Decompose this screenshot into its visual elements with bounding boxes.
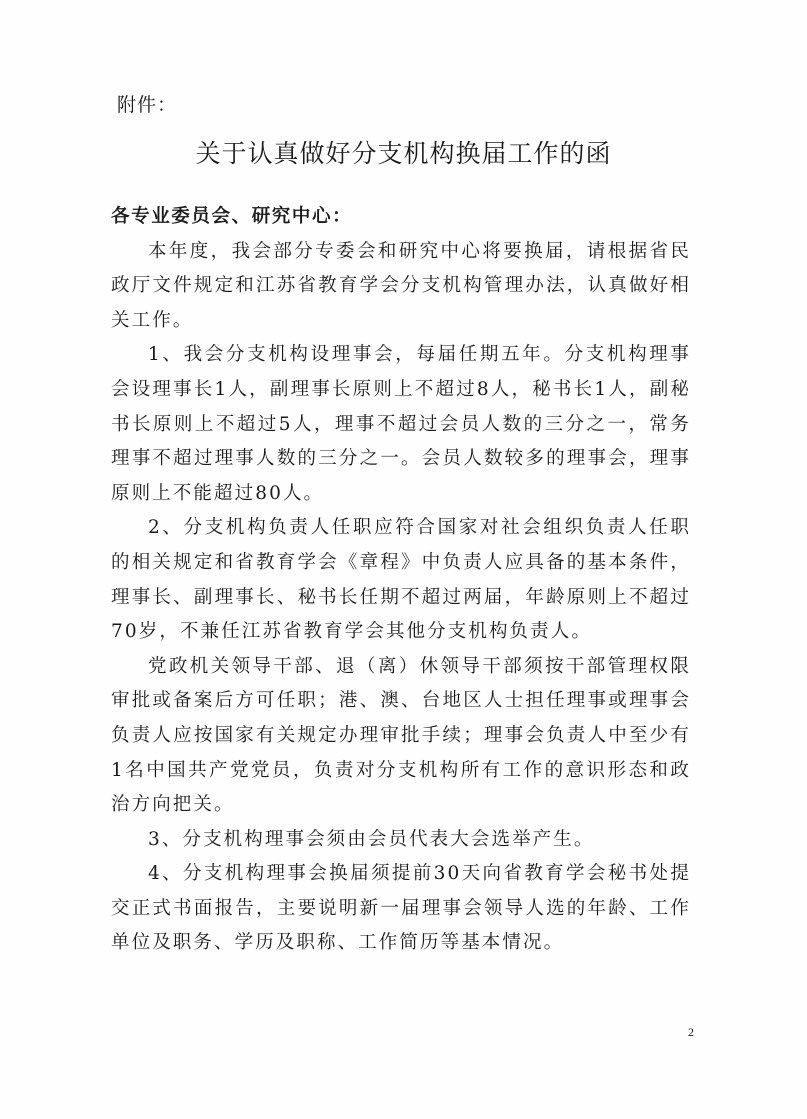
paragraph-item-2: 2、分支机构负责人任职应符合国家对社会组织负责人任职的相关规定和省教育学会《章程》中负责人应具备的基本条件，理事长、副理事长、秘书长任期不超过两届，年龄原则上不超过70岁，不兼任江苏省教育学会其他分支机构负责人。: [111, 517, 691, 643]
paragraph-item-4: 4、分支机构理事会换届须提前30天向省教育学会秘书处提交正式书面报告，主要说明新一届理事会领导人选的年龄、工作单位及职务、学历及职称、工作简历等基本情况。: [111, 863, 691, 954]
paragraph-item-3: 3、分支机构理事会须由会员代表大会选举产生。: [148, 828, 595, 850]
paragraph-item-1: 1、我会分支机构设理事会，每届任期五年。分支机构理事会设理事长1人，副理事长原则上不超过8人，秘书长1人，副秘书长原则上不超过5人，理事不超过会员人数的三分之一，常务理事不超过理事人数的三分之一。会员人数较多的理事会，理事原则上不能超过80人。: [111, 344, 691, 504]
salutation: 各专业委员会、研究中心：: [111, 206, 353, 227]
attachment-label: 附件：: [117, 94, 178, 116]
page-number: 2: [688, 1025, 694, 1039]
paragraph-item-2-supplement: 党政机关领导干部、退（离）休领导干部须按干部管理权限审批或备案后方可任职；港、澳、台地区人士担任理事或理事会负责人应按国家有关规定办理审批手续；理事会负责人中至少有1名中国共产党党员，负责对分支机构所有工作的意识形态和政治方向把关。: [111, 655, 691, 816]
document-title: 关于认真做好分支机构换届工作的函: [195, 139, 612, 168]
document-body: [111, 200, 691, 961]
paragraph-intro: 本年度，我会部分专委会和研究中心将要换届，请根据省民政厅文件规定和江苏省教育学会分支机构管理办法，认真做好相关工作。: [111, 240, 691, 331]
